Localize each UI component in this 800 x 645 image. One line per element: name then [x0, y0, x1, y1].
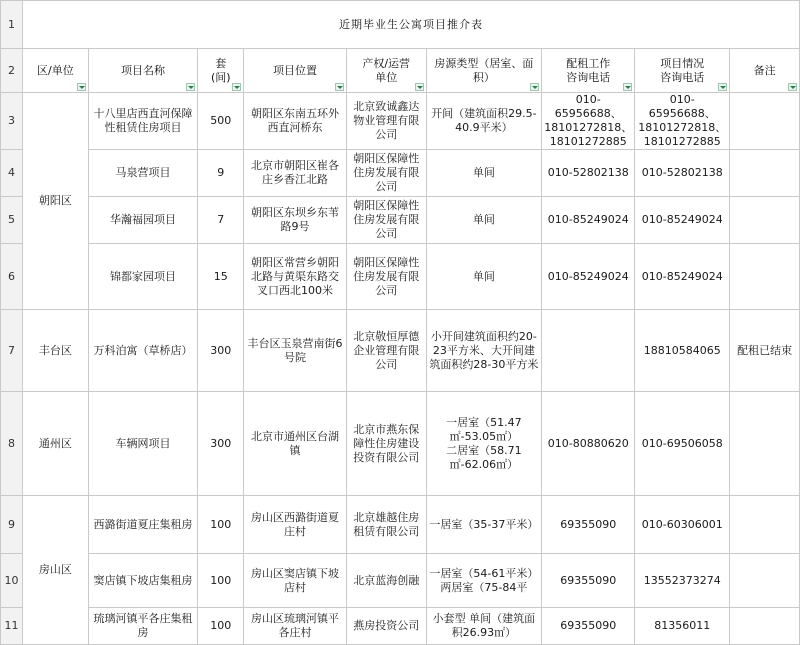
table-row — [1, 496, 800, 554]
filter-dropdown-icon[interactable] — [186, 83, 195, 91]
housing-type-cell[interactable]: 单间 — [426, 244, 542, 310]
remarks-cell[interactable] — [730, 93, 800, 150]
sheet-title[interactable]: 近期毕业生公寓项目推介表 — [22, 1, 799, 49]
row-number[interactable]: 10 — [1, 554, 23, 608]
district-cell[interactable]: 丰台区 — [22, 310, 88, 392]
operator-cell[interactable]: 北京雄越住房租赁有限公司 — [346, 496, 426, 554]
project-name-cell[interactable]: 锦都家园项目 — [88, 244, 198, 310]
units-cell[interactable]: 100 — [198, 554, 244, 608]
header-units[interactable] — [198, 49, 244, 93]
district-cell[interactable]: 通州区 — [22, 392, 88, 496]
row-number[interactable]: 5 — [1, 197, 23, 244]
header-operator-label: 产权/运营 单位 — [362, 56, 411, 84]
header-units-label: 套 (间) — [210, 56, 231, 84]
filter-dropdown-icon[interactable] — [232, 83, 241, 91]
housing-type-cell[interactable]: 单间 — [426, 150, 542, 197]
units-cell[interactable]: 7 — [198, 197, 244, 244]
header-project-name-label: 项目名称 — [121, 63, 166, 77]
units-cell[interactable]: 15 — [198, 244, 244, 310]
units-cell[interactable]: 300 — [198, 392, 244, 496]
location-cell[interactable]: 房山区窦店镇下坡店村 — [244, 554, 347, 608]
housing-type-cell[interactable]: 小套型 单间（建筑面积26.93㎡） — [426, 608, 542, 645]
operator-cell[interactable]: 朝阳区保障性住房发展有限公司 — [346, 150, 426, 197]
header-row — [1, 49, 800, 93]
location-cell[interactable]: 朝阳区东南五环外西直河桥东 — [244, 93, 347, 150]
row-number[interactable]: 1 — [1, 1, 23, 49]
project-name-cell[interactable]: 十八里店西直河保障性租赁住房项目 — [88, 93, 198, 150]
filter-dropdown-icon[interactable] — [530, 83, 539, 91]
housing-type-cell[interactable]: 单间 — [426, 197, 542, 244]
header-location-label: 项目位置 — [273, 63, 318, 77]
header-district-label: 区/单位 — [37, 63, 74, 77]
rental-phone-cell[interactable]: 010-52802138 — [542, 150, 635, 197]
table-row — [1, 392, 800, 496]
housing-type-cell[interactable]: 小开间建筑面积约20-23平方米、大开间建筑面积约28-30平方米 — [426, 310, 542, 392]
header-district[interactable] — [22, 49, 88, 93]
info-phone-cell[interactable]: 010-52802138 — [635, 150, 730, 197]
operator-cell[interactable]: 朝阳区保障性住房发展有限公司 — [346, 244, 426, 310]
info-phone-cell[interactable]: 010-85249024 — [635, 197, 730, 244]
rental-phone-cell[interactable]: 010-85249024 — [542, 197, 635, 244]
rental-phone-cell[interactable]: 010-85249024 — [542, 244, 635, 310]
table-row — [1, 150, 800, 197]
remarks-cell[interactable] — [730, 554, 800, 608]
operator-cell[interactable]: 燕房投资公司 — [346, 608, 426, 645]
rental-phone-cell[interactable]: 010-65956688、18101272818、18101272885 — [542, 93, 635, 150]
row-number[interactable]: 7 — [1, 310, 23, 392]
rental-phone-cell[interactable]: 69355090 — [542, 496, 635, 554]
filter-dropdown-icon[interactable] — [788, 83, 797, 91]
location-cell[interactable]: 丰台区玉泉营南街6号院 — [244, 310, 347, 392]
rental-phone-cell[interactable] — [542, 310, 635, 392]
remarks-cell[interactable] — [730, 392, 800, 496]
project-name-cell[interactable]: 西潞街道夏庄集租房 — [88, 496, 198, 554]
header-remarks[interactable] — [730, 49, 800, 93]
row-number[interactable]: 11 — [1, 608, 23, 645]
header-info-phone[interactable] — [635, 49, 730, 93]
district-cell[interactable]: 朝阳区 — [22, 93, 88, 310]
location-cell[interactable]: 北京市通州区台湖镇 — [244, 392, 347, 496]
row-number[interactable]: 8 — [1, 392, 23, 496]
project-name-cell[interactable]: 车辆网项目 — [88, 392, 198, 496]
rental-phone-cell[interactable]: 69355090 — [542, 608, 635, 645]
row-number[interactable]: 9 — [1, 496, 23, 554]
operator-cell[interactable]: 朝阳区保障性住房发展有限公司 — [346, 197, 426, 244]
info-phone-cell[interactable]: 010-60306001 — [635, 496, 730, 554]
operator-cell[interactable]: 北京敬恒厚德企业管理有限公司 — [346, 310, 426, 392]
housing-type-cell[interactable]: 一居室（35-37平米） — [426, 496, 542, 554]
table-row — [1, 310, 800, 392]
remarks-cell[interactable] — [730, 197, 800, 244]
row-number[interactable]: 6 — [1, 244, 23, 310]
location-cell[interactable]: 房山区西潞街道夏庄村 — [244, 496, 347, 554]
header-remarks-label: 备注 — [753, 63, 776, 77]
filter-dropdown-icon[interactable] — [623, 83, 632, 91]
operator-cell[interactable]: 北京蓝海创融 — [346, 554, 426, 608]
header-info-phone-label: 项目情况 咨询电话 — [660, 56, 705, 84]
row-number[interactable]: 3 — [1, 93, 23, 150]
rental-phone-cell[interactable]: 69355090 — [542, 554, 635, 608]
project-name-cell[interactable]: 马泉营项目 — [88, 150, 198, 197]
housing-type-cell[interactable]: 开间（建筑面积29.5-40.9平米） — [426, 93, 542, 150]
remarks-cell[interactable] — [730, 496, 800, 554]
header-housing-type-label: 房源类型（居室、面积） — [434, 56, 534, 84]
project-name-cell[interactable]: 华瀚福园项目 — [88, 197, 198, 244]
filter-dropdown-icon[interactable] — [718, 83, 727, 91]
header-housing-type[interactable] — [426, 49, 542, 93]
housing-type-cell[interactable]: 一居室（51.47㎡-53.05㎡） 二居室（58.71㎡-62.06㎡） — [426, 392, 542, 496]
info-phone-cell[interactable]: 18810584065 — [635, 310, 730, 392]
header-rental-phone[interactable] — [542, 49, 635, 93]
operator-cell[interactable]: 北京致诚鑫达物业管理有限公司 — [346, 93, 426, 150]
info-phone-cell[interactable]: 010-65956688、18101272818、18101272885 — [635, 93, 730, 150]
filter-dropdown-icon[interactable] — [77, 83, 86, 91]
info-phone-cell[interactable]: 13552373274 — [635, 554, 730, 608]
table-row — [1, 93, 800, 150]
row-number[interactable]: 2 — [1, 49, 23, 93]
project-name-cell[interactable]: 窦店镇下坡店集租房 — [88, 554, 198, 608]
units-cell[interactable]: 300 — [198, 310, 244, 392]
table-row — [1, 197, 800, 244]
info-phone-cell[interactable]: 010-69506058 — [635, 392, 730, 496]
location-cell[interactable]: 房山区琉璃河镇平各庄村 — [244, 608, 347, 645]
info-phone-cell[interactable]: 81356011 — [635, 608, 730, 645]
housing-type-cell[interactable]: 一居室（54-61平米） 两居室（75-84平 — [426, 554, 542, 608]
operator-cell[interactable]: 北京市燕东保障性住房建设投资有限公司 — [346, 392, 426, 496]
rental-phone-cell[interactable]: 010-80880620 — [542, 392, 635, 496]
header-rental-phone-label: 配租工作 咨询电话 — [566, 56, 611, 84]
info-phone-cell[interactable]: 010-85249024 — [635, 244, 730, 310]
units-cell[interactable]: 500 — [198, 93, 244, 150]
remarks-cell[interactable] — [730, 244, 800, 310]
table-row — [1, 554, 800, 608]
project-name-cell[interactable]: 万科泊寓（草桥店） — [88, 310, 198, 392]
units-cell[interactable]: 9 — [198, 150, 244, 197]
title-row — [1, 1, 800, 49]
filter-dropdown-icon[interactable] — [335, 83, 344, 91]
location-cell[interactable]: 朝阳区常营乡朝阳北路与黄渠东路交叉口西北100米 — [244, 244, 347, 310]
header-location[interactable] — [244, 49, 347, 93]
location-cell[interactable]: 北京市朝阳区崔各庄乡香江北路 — [244, 150, 347, 197]
filter-dropdown-icon[interactable] — [415, 83, 424, 91]
header-operator[interactable] — [346, 49, 426, 93]
district-cell[interactable]: 房山区 — [22, 496, 88, 645]
units-cell[interactable]: 100 — [198, 496, 244, 554]
row-number[interactable]: 4 — [1, 150, 23, 197]
remarks-cell[interactable]: 配租已结束 — [730, 310, 800, 392]
project-name-cell[interactable]: 琉璃河镇平各庄集租房 — [88, 608, 198, 645]
header-project-name[interactable] — [88, 49, 198, 93]
remarks-cell[interactable] — [730, 150, 800, 197]
units-cell[interactable]: 100 — [198, 608, 244, 645]
table-row — [1, 244, 800, 310]
location-cell[interactable]: 朝阳区东坝乡东苇路9号 — [244, 197, 347, 244]
